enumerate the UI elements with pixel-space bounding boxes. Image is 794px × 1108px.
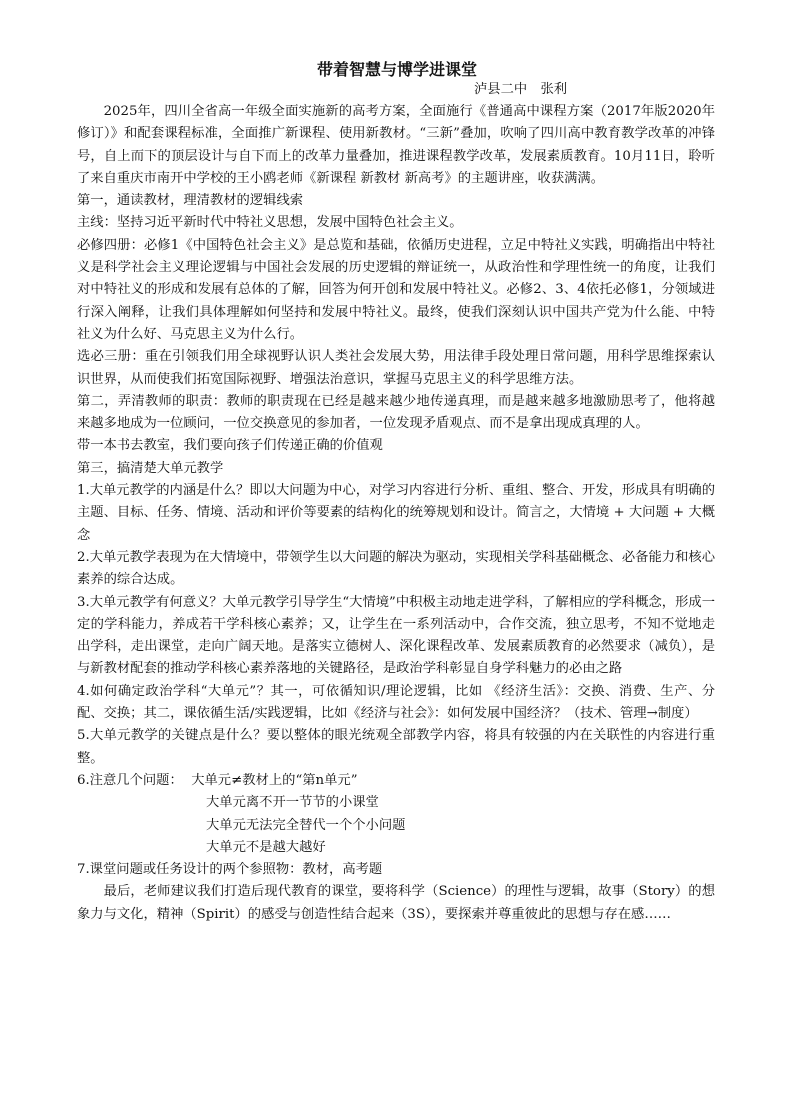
item-6-point: 大单元离不开一节节的小课堂: [206, 795, 379, 811]
section-1-mainline: 主线：坚持习近平新时代中特社义思想，发展中国特色社会主义。: [77, 215, 463, 231]
section-3-item-5: 5.大单元教学的关键点是什么？要以整体的眼光统观全部教学内容，将具有较强的内在关联性的内容进行重整。: [77, 728, 715, 766]
author-line: 泸县二中 张利: [474, 82, 568, 97]
section-3-item-6: [77, 770, 715, 792]
closing-paragraph: 最后，老师建议我们打造后现代教育的课堂，要将科学（Science）的理性与逻辑，故事（Story）的想象力与文化，精神（Spirit）的感受与创造性结合起来（3S），要探索并尊重彼此的思想与存在感……: [77, 884, 715, 922]
section-1-compulsory: 必修四册：必修1《中国特色社会主义》是总览和基础，依循历史进程，立足中特社义实践，明确指出中特社义是科学社会主义理论逻辑与中国社会发展的历史逻辑的辩证统一，从政治性和学理性统一的角度，让我们对中特社义的形成和发展有总体的了解，回答为何开创和发展中特社义。必修2、3、4依托必修1，分领域进行深入阐释，让我们具体理解如何坚持和发展中特社义。最终，使我们深刻认识中国共产党为什么能、中特社义为什么好、马克思主义为什么行。: [77, 237, 715, 342]
section-3-item-4: 4.如何确定政治学科“大单元”？其一，可依循知识/理论逻辑，比如 《经济生活》：交换、消费、生产、分配、交换；其二，课依循生活/实践逻辑，比如《经济与社会》：如何发展中国经济？（技术、管理→制度）: [77, 683, 715, 722]
document-body: [77, 101, 715, 926]
section-2-heading: 第二，弄清教师的职责：教师的职责现在已经是越来越少地传递真理，而是越来越多地激励思考了，他将越来越多地成为一位顾问，一位交换意见的参加者，一位发现矛盾观点、而不是拿出现成真理的人。: [77, 393, 715, 432]
item-6-point: 大单元无法完全替代一个个小问题: [206, 817, 406, 833]
item-6-point: 大单元不是越大越好: [206, 839, 326, 855]
section-3-item-7: 7.课堂问题或任务设计的两个参照物：教材，高考题: [77, 862, 383, 878]
section-3-item-2: 2.大单元教学表现为在大情境中，带领学生以大问题的解决为驱动，实现相关学科基础概念、必备能力和核心素养的综合达成。: [77, 549, 715, 588]
section-3-item-1: 1.大单元教学的内涵是什么？即以大问题为中心，对学习内容进行分析、重组、整合、开发，形成具有明确的主题、目标、任务、情境、活动和评价等要素的结构化的统筹规划和设计。简言之，大情境 + 大问题 + 大概念: [77, 483, 715, 543]
intro-paragraph: 2025年，四川全省高一年级全面实施新的高考方案，全面施行《普通高中课程方案（2017年版2020年修订）》和配套课程标准，全面推广新课程、使用新教材。“三新”叠加，吹响了四川高中教育教学改革的冲锋号，自上而下的顶层设计与自下而上的改革力量叠加，推进课程教学改革，发展素质教育。10月11日，聆听了来自重庆市南开中学校的王小鸥老师《新课程 新教材 新高考》的主题讲座，收获满满。: [77, 104, 715, 186]
item-6-point: 大单元≠教材上的“第n单元”: [191, 772, 358, 788]
section-3-item-3: 3.大单元教学有何意义？大单元教学引导学生“大情境”中积极主动地走进学科，了解相应的学科概念，形成一定的学科能力，养成若干学科核心素养；又，让学生在一系列活动中，合作交流，独立思考，不知不觉地走出学科，走出课堂，走向广阔天地。是落实立德树人、深化课程改革、发展素质教育的必然要求（减负），是与新教材配套的推动学科核心素养落地的关键路径，是政治学科彰显自身学科魅力的必由之路: [77, 594, 715, 677]
item-6-points-list: [77, 792, 715, 859]
document-title: 带着智慧与博学进课堂: [316, 60, 477, 79]
section-1-heading: 第一，通读教材，理清教材的逻辑线索: [77, 193, 304, 209]
item-6-lead: 6.注意几个问题：: [77, 772, 192, 788]
section-1-elective: 选必三册：重在引领我们用全球视野认识人类社会发展大势，用法律手段处理日常问题，用科学思维探索认识世界，从而使我们拓宽国际视野、增强法治意识，掌握马克思主义的科学思维方法。: [77, 349, 715, 387]
section-2-book: 带一本书去教室，我们要向孩子们传递正确的价值观: [77, 438, 383, 454]
section-3-heading: 第三，搞清楚大单元教学: [77, 460, 224, 476]
